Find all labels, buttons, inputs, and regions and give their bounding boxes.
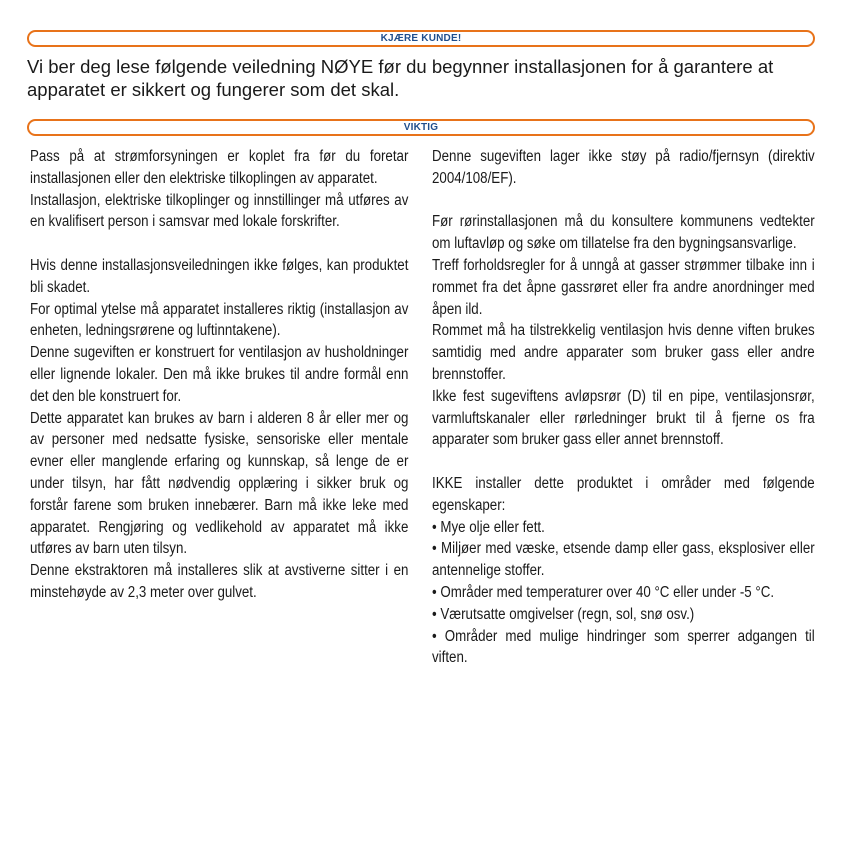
list-item-access-obstruction: • Områder med mulige hindringer som sperrer adgangen til viften. [432,627,815,667]
paragraph-power-disconnect: Pass på at strømforsyningen er koplet fra før du foretar installasjonen eller den elektriske tilkoplingen av apparatet. [30,148,409,187]
list-item-corrosive-environments: • Miljøer med væske, etsende damp eller gass, eksplosiver eller antennelige stoffer. [432,540,815,580]
right-column [432,146,815,669]
paragraph-gas-backflow: Treff forholdsregler for å unngå at gasser strømmer tilbake inn i rommet fra det åpne gassrøret eller fra andre anordninger med åpen ild. [432,256,815,318]
paragraph-optimal-performance: For optimal ytelse må apparatet installeres riktig (installasjon av enheten, ledningsrørene og luftinntakene). [30,300,409,340]
left-column [30,146,408,604]
list-item-temperature-limits: • Områder med temperaturer over 40 °C eller under -5 °C. [432,583,775,601]
paragraph-radio-interference: Denne sugeviften lager ikke støy på radio/fjernsyn (direktiv 2004/108/EF). [432,148,815,187]
list-item-oil-grease: • Mye olje eller fett. [432,518,545,536]
kjaere-kunde-banner: KJÆRE KUNDE! [27,30,815,47]
intro-paragraph: Vi ber deg lese følgende veiledning NØYE før du begynner installasjonen for å garantere at apparatet er sikkert og fungerer som det skal. [27,56,774,100]
viktig-banner: VIKTIG [27,119,815,136]
paragraph-household-use: Denne sugeviften er konstruert for ventilasjon av husholdninger eller lignende lokaler. Den må ikke brukes til andre formål enn det den ble konstruert for. [30,344,409,405]
paragraph-municipal-regulations: Før rørinstallasjonen må du konsultere kommunens vedtekter om luftavløp og søke om tillatelse fra den bygningsansvarlige. [432,213,815,253]
paragraph-children-safety: Dette apparatet kan brukes av barn i alderen 8 år eller mer og av personer med nedsatte fysiske, sensoriske eller mentale evner eller manglende erfaring og kunnskap, så lenge de er under tilsyn, har fått nødvendig opplæring i sikker bruk og forstår farene som bruken innebærer. Barn må ikke leke med apparatet. Rengjøring og vedlikehold av apparatet må ikke utføres av barn uten tilsyn. [30,409,409,558]
paragraph-mounting-height: Denne ekstraktoren må installeres slik at avstiverne sitter i en minstehøyde av 2,3 meter over gulvet. [30,562,409,601]
list-item-weather-exposure: • Værutsatte omgivelser (regn, sol, snø osv.) [432,605,695,623]
paragraph-do-not-install: IKKE installer dette produktet i områder med følgende egenskaper: [432,474,815,514]
paragraph-exhaust-pipe: Ikke fest sugeviftens avløpsrør (D) til en pipe, ventilasjonsrør, varmluftskanaler eller rørledninger brukt til å fjerne os fra apparater som bruker gass eller annet brennstoff. [432,387,815,449]
paragraph-room-ventilation: Rommet må ha tilstrekkelig ventilasjon hvis denne viften brukes samtidig med andre apparater som bruker gass eller andre brennstoffer. [432,322,815,383]
paragraph-guide-warning: Hvis denne installasjonsveiledningen ikke følges, kan produktet bli skadet. [30,256,409,296]
paragraph-qualified-person: Installasjon, elektriske tilkoplinger og innstillinger må utføres av en kvalifisert person i samsvar med lokale forskrifter. [30,191,409,231]
